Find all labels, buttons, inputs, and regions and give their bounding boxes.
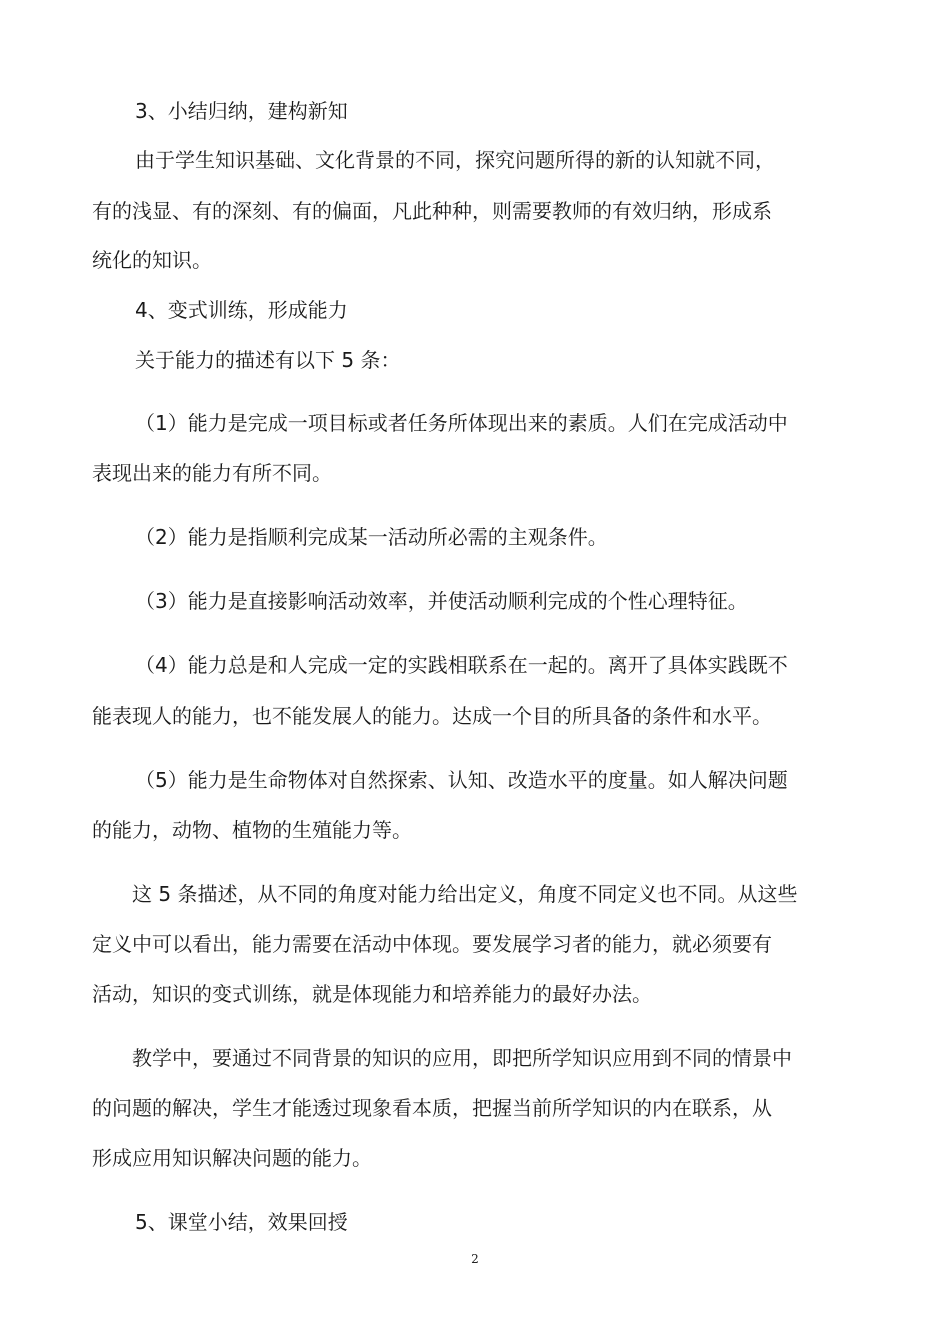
paragraph-line: 关于能力的描述有以下 5 条： [135,348,401,372]
paragraph-line: 教学中，要通过不同背景的知识的应用，即把所学知识应用到不同的情景中 [132,1046,792,1070]
paragraph-line: 定义中可以看出，能力需要在活动中体现。要发展学习者的能力，就必须要有 [92,932,772,956]
list-item-5-line: （5）能力是生命物体对自然探索、认知、改造水平的度量。如人解决问题 [135,768,788,792]
list-item-4-line: 能表现人的能力，也不能发展人的能力。达成一个目的所具备的条件和水平。 [92,704,772,728]
paragraph-line: 活动，知识的变式训练，就是体现能力和培养能力的最好办法。 [92,982,652,1006]
list-item-3: （3）能力是直接影响活动效率，并使活动顺利完成的个性心理特征。 [135,589,748,613]
page-number: 2 [471,1252,479,1266]
paragraph-line: 由于学生知识基础、文化背景的不同，探究问题所得的新的认知就不同， [135,148,775,172]
list-item-2: （2）能力是指顺利完成某一活动所必需的主观条件。 [135,525,608,549]
list-item-1-line: 表现出来的能力有所不同。 [92,461,332,485]
section-heading-3: 3、小结归纳，建构新知 [135,99,348,123]
paragraph-line: 统化的知识。 [92,248,212,272]
list-item-1-line: （1）能力是完成一项目标或者任务所体现出来的素质。人们在完成活动中 [135,411,788,435]
paragraph-line: 有的浅显、有的深刻、有的偏面，凡此种种，则需要教师的有效归纳，形成系 [92,199,772,223]
paragraph-line: 的问题的解决，学生才能透过现象看本质，把握当前所学知识的内在联系，从 [92,1096,772,1120]
section-heading-4: 4、变式训练，形成能力 [135,298,348,322]
list-item-4-line: （4）能力总是和人完成一定的实践相联系在一起的。离开了具体实践既不 [135,653,788,677]
paragraph-line: 这 5 条描述，从不同的角度对能力给出定义，角度不同定义也不同。从这些 [132,882,798,906]
paragraph-line: 形成应用知识解决问题的能力。 [92,1146,372,1170]
list-item-5-line: 的能力，动物、植物的生殖能力等。 [92,818,412,842]
section-heading-5: 5、课堂小结，效果回授 [135,1210,348,1234]
